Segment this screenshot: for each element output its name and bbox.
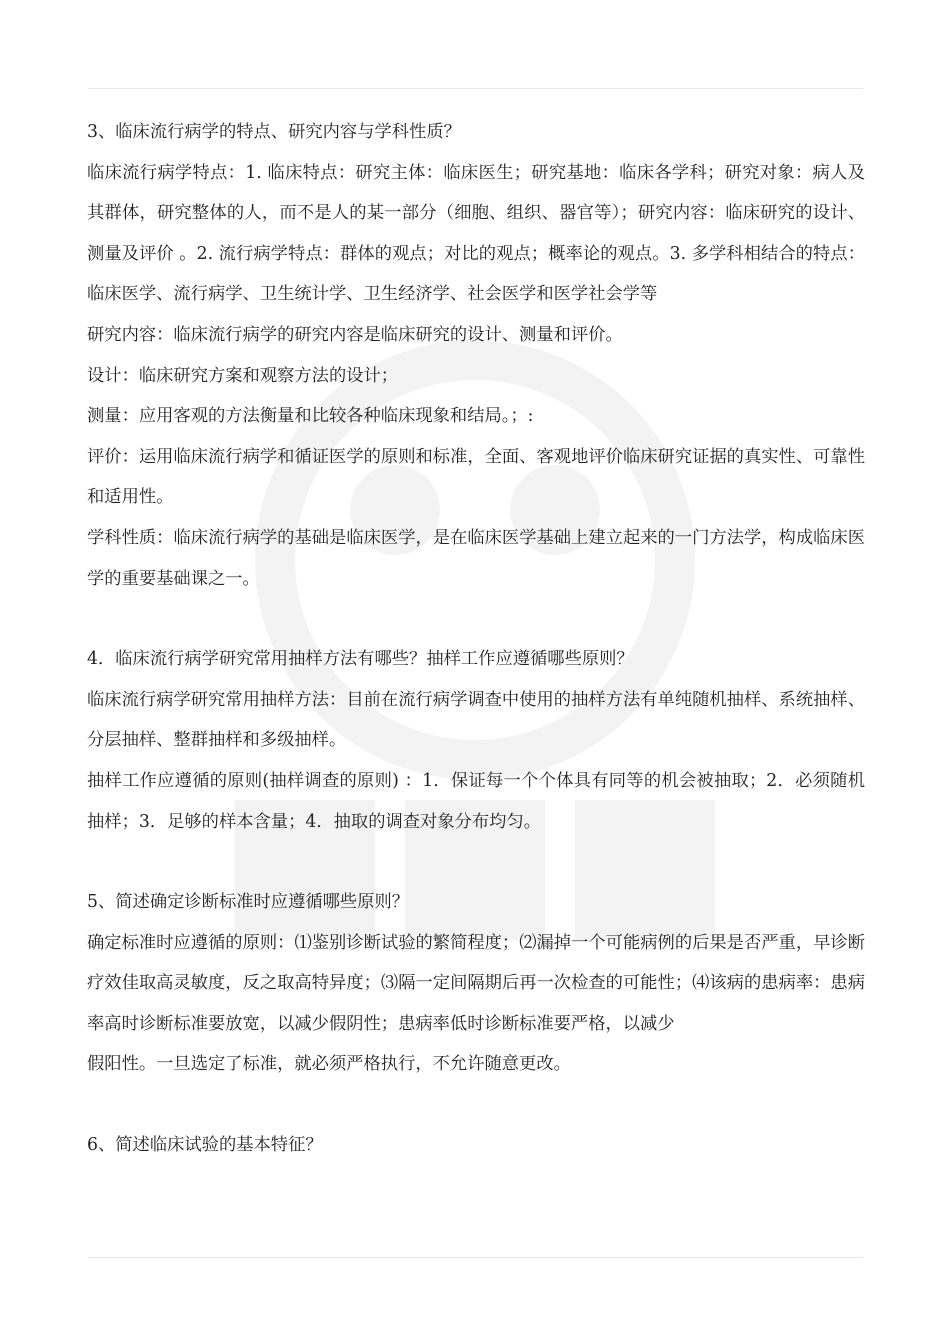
question-3-features-paragraph: 临床流行病学特点：1. 临床特点：研究主体：临床医生；研究基地：临床各学科；研究对象：病人及其群体，研究整体的人，而不是人的某一部分（细胞、组织、器官等）；研究内容：临床研究的设计、测量及评价 。2. 流行病学特点：群体的观点；对比的观点；概率论的观点。3. 多学科相结合的特点：临床医学、流行病学、卫生统计学、卫生经济学、社会医学和医学社会学等 [87,162,865,305]
document-body [87,112,865,1166]
question-3-content-paragraph: 研究内容：临床流行病学的研究内容是临床研究的设计、测量和评价。 [87,324,623,345]
question-5-continuation-paragraph: 假阳性。一旦选定了标准，就必须严格执行，不允许随意更改。 [87,1054,571,1075]
question-4-title: 4．临床流行病学研究常用抽样方法有哪些？抽样工作应遵循哪些原则？ [87,649,634,670]
question-4-principles-paragraph: 抽样工作应遵循的原则(抽样调查的原则) ：1．保证每一个个体具有同等的机会被抽取；2．必须随机抽样；3．足够的样本含量；4．抽取的调查对象分布均匀。 [87,770,865,832]
bottom-divider [88,1257,863,1258]
question-6-section [87,1125,865,1166]
question-3-evaluation-paragraph: 评价：运用临床流行病学和循证医学的原则和标准，全面、客观地评价临床研究证据的真实性、可靠性和适用性。 [87,446,865,508]
question-5-section [87,882,865,1085]
question-4-methods-paragraph: 临床流行病学研究常用抽样方法：目前在流行病学调查中使用的抽样方法有单纯随机抽样、系统抽样、分层抽样、整群抽样和多级抽样。 [87,689,865,751]
question-3-title: 3、临床流行病学的特点、研究内容与学科性质？ [87,122,461,142]
section-spacer [87,599,865,639]
section-spacer [87,842,865,882]
top-divider [88,88,863,89]
question-5-title: 5、简述确定诊断标准时应遵循哪些原则？ [87,892,410,913]
question-3-nature-paragraph: 学科性质：临床流行病学的基础是临床医学，是在临床医学基础上建立起来的一门方法学，构成临床医学的重要基础课之一。 [87,527,865,589]
question-3-section [87,112,865,599]
question-3-measure-paragraph: 测量：应用客观的方法衡量和比较各种临床现象和结局。；: [87,406,534,427]
question-5-principles-paragraph: 确定标准时应遵循的原则：⑴鉴别诊断试验的繁简程度；⑵漏掉一个可能病例的后果是否严重，早诊断疗效佳取高灵敏度，反之取高特异度；⑶隔一定间隔期后再一次检查的可能性；⑷该病的患病率：患病率高时诊断标准要放宽，以减少假阴性；患病率低时诊断标准要严格，以减少 [87,932,865,1034]
section-spacer [87,1085,865,1125]
question-6-title: 6、简述临床试验的基本特征？ [87,1135,323,1156]
question-3-design-paragraph: 设计：临床研究方案和观察方法的设计； [87,365,399,386]
question-4-section [87,639,865,842]
